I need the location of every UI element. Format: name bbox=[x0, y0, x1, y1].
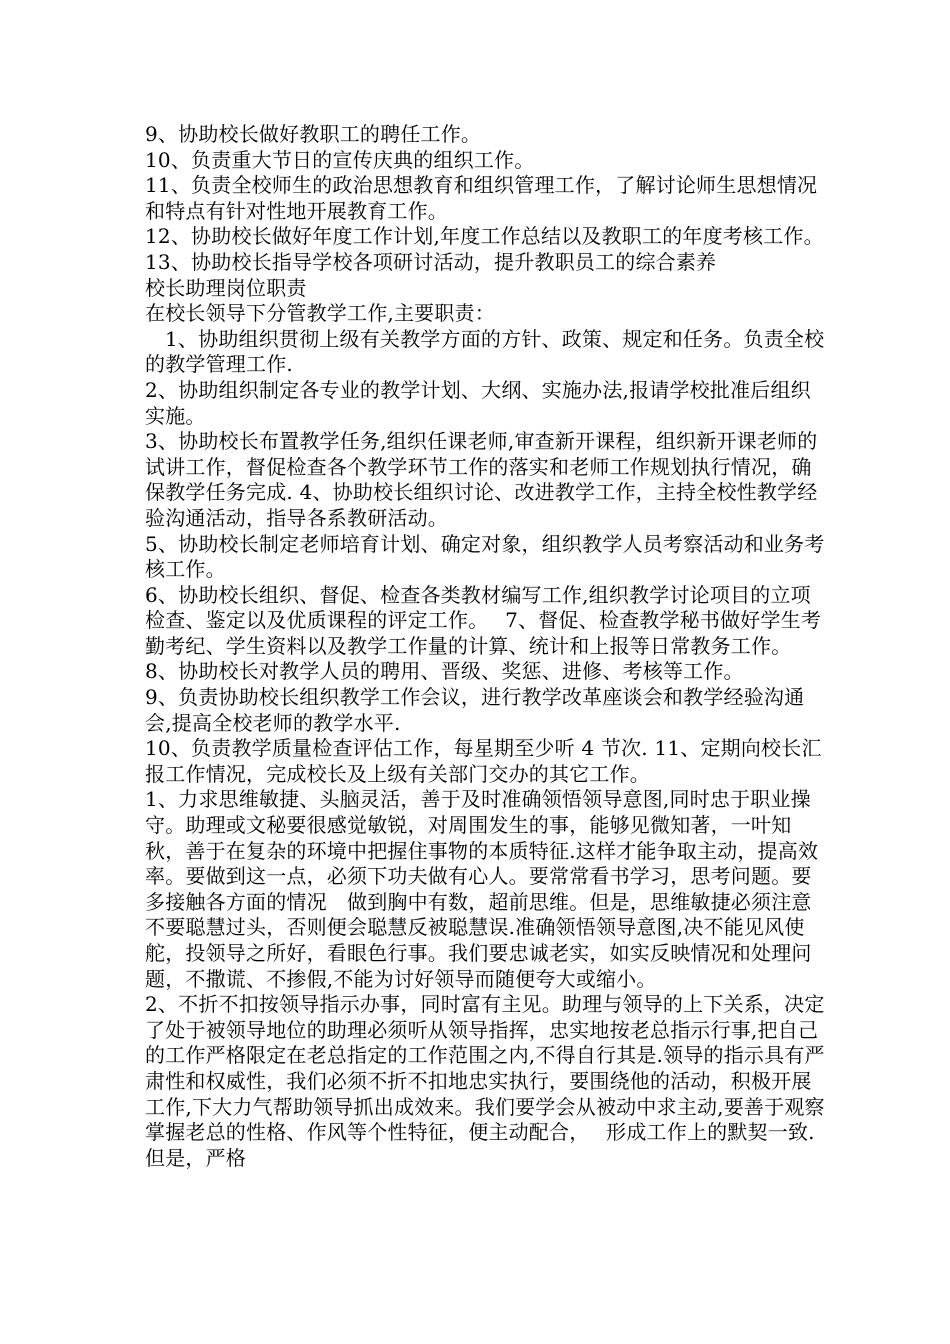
paragraph-textbook-writing: 6、协助校长组织、督促、检查各类教材编写工作,组织教学讨论项目的立项检查、鉴定以及优质课程的评定工作。 7、督促、检查教学秘书做好学生考勤考纪、学生资料以及教学工作量的计算、统计和上报等日常教务工作。 bbox=[145, 582, 822, 658]
paragraph-main-duties-intro: 在校长领导下分管教学工作,主要职责： bbox=[145, 301, 495, 326]
paragraph-follow-instructions: 2、不折不扣按领导指示办事，同时富有主见。助理与领导的上下关系，决定了处于被领导地位的助理必须听从领导指挥，忠实地按老总指示行事,把自己的工作严格限定在老总指定的工作范围之内,不得自行其是.领导的指示具有严肃性和权威性，我们必须不折不扣地忠实执行，要围绕他的活动，积极开展工作,下大力气帮助领导抓出成效来。我们要学会从被动中求主动,要善于观察掌握老总的性格、作风等个性特征，便主动配合， 形成工作上的默契一致.但是，严格 bbox=[145, 992, 825, 1170]
paragraph-teaching-tasks: 3、协助校长布置教学任务,组织任课老师,审查新开课程，组织新开课老师的试讲工作，督促检查各个教学环节工作的落实和老师工作规划执行情况，确保教学任务完成. 4、协助校长组织讨论、改进教学工作，主持全校性教学经验沟通活动，指导各系教研活动。 bbox=[145, 429, 818, 530]
paragraph-quick-thinking: 1、力求思维敏捷、头脑灵活，善于及时准确领悟领导意图,同时忠于职业操守。助理或文秘要很感觉敏锐，对周围发生的事，能够见微知著，一叶知秋，善于在复杂的环境中把握住事物的本质特征.这样才能争取主动，提高效率。要做到这一点，必须下功夫做有心人。要常常看书学习，思考问题。要多接触各方面的情况 做到胸中有数，超前思维。但是，思维敏捷必须注意不要聪慧过头，否则便会聪慧反被聪慧误.准确领悟领导意图,决不能见风使舵，投领导之所好，看眼色行事。我们要忠诚老实，如实反映情况和处理问题，不撒谎、不掺假,不能为讨好领导而随便夸大或缩小。 bbox=[145, 787, 819, 991]
paragraph-teacher-training: 5、协助校长制定老师培育计划、确定对象，组织教学人员考察活动和业务考核工作。 bbox=[145, 531, 825, 582]
paragraph-political-education: 11、负责全校师生的政治思想教育和组织管理工作，了解讨论师生思想情况和特点有针对性地开展教育工作。 bbox=[145, 173, 818, 223]
section-heading: 校长助理岗位职责 bbox=[145, 275, 307, 300]
paragraph-research-activities: 13、协助校长指导学校各项研讨活动，提升教职员工的综合素养 bbox=[145, 249, 717, 274]
paragraph-quality-evaluation: 10、负责教学质量检查评估工作，每星期至少听 4 节次. 11、定期向校长汇报工作情况，完成校长及上级有关部门交办的其它工作。 bbox=[145, 736, 822, 786]
paragraph-staff-appointment: 9、协助校长做好教职工的聘任工作。 bbox=[145, 122, 482, 146]
paragraph-teaching-policy: 1、协助组织贯彻上级有关教学方面的方针、政策、规定和任务。负责全校的教学管理工作. bbox=[145, 326, 825, 377]
document-body bbox=[145, 122, 825, 1171]
paragraph-festival-publicity: 10、负责重大节日的宣传庆典的组织工作。 bbox=[145, 147, 535, 172]
paragraph-annual-plan: 12、协助校长做好年度工作计划,年度工作总结以及教职工的年度考核工作。 bbox=[145, 224, 824, 249]
paragraph-teaching-meetings: 9、负责协助校长组织教学工作会议，进行教学改革座谈会和教学经验沟通会,提高全校老师的教学水平. bbox=[145, 685, 805, 735]
paragraph-teaching-plan: 2、协助组织制定各专业的教学计划、大纲、实施办法,报请学校批准后组织实施。 bbox=[145, 377, 811, 428]
paragraph-staff-promotion: 8、协助校长对教学人员的聘用、晋级、奖惩、进修、考核等工作。 bbox=[145, 659, 744, 684]
